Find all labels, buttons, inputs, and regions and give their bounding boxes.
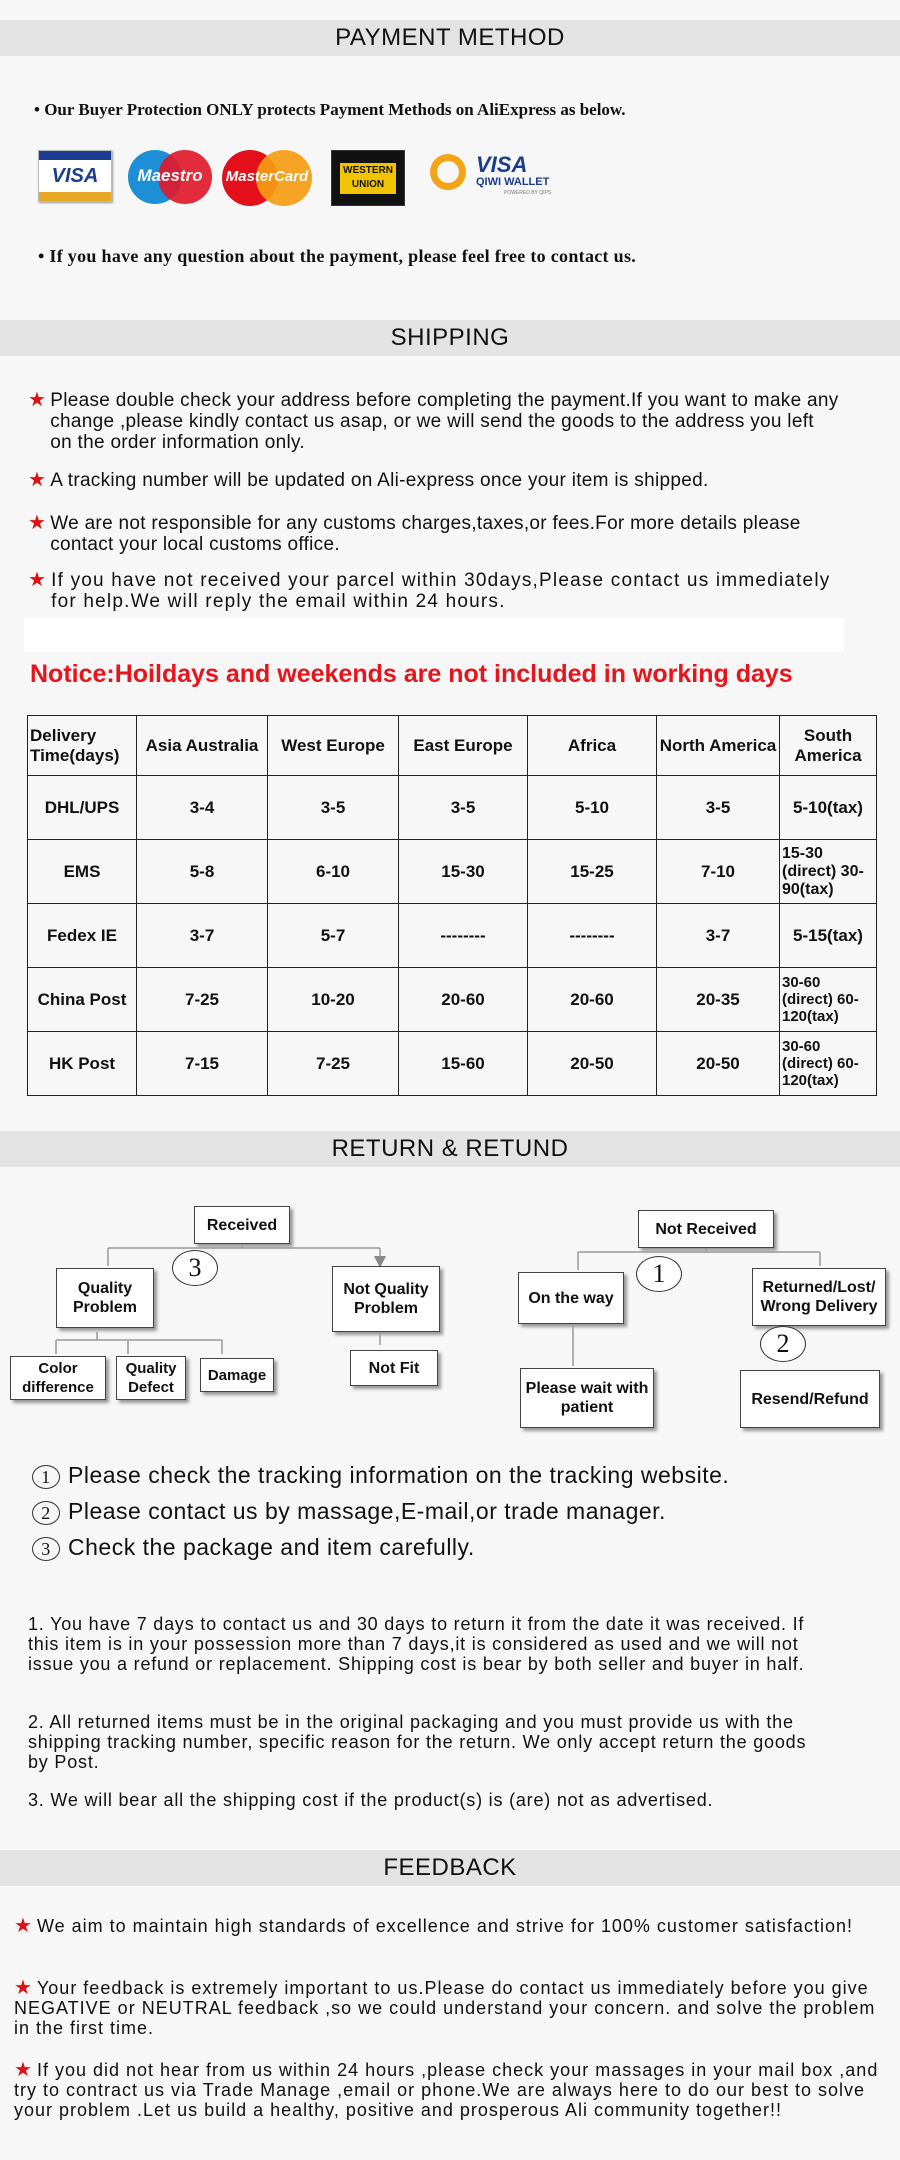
return-section-title: RETURN & RETUND [0, 1131, 900, 1167]
table-cell: -------- [399, 904, 528, 968]
shipping-item-2-text: A tracking number will be updated on Ali-express once your item is shipped. [50, 470, 709, 491]
table-cell: 30-60 (direct) 60-120(tax) [780, 1032, 877, 1096]
notice-working-days: Notice:Hoildays and weekends are not included in working days [30, 660, 793, 688]
table-cell: 7-25 [268, 1032, 399, 1096]
flow-number-1: 1 [636, 1256, 682, 1292]
feedback-section-title: FEEDBACK [0, 1850, 900, 1886]
table-cell: 5-7 [268, 904, 399, 968]
qiwi-visa-text: VISA [476, 152, 528, 177]
feedback-item-3-text: If you did not hear from us within 24 hours ,please check your massages in your mail box ,and try to contract us via Trade Manage ,email or phone.We are always here to do our best to solve your problem .Let us build a healthy, positive and prosperous Ali community together!! [14, 2060, 879, 2120]
mastercard-logo-text: MasterCard [225, 168, 309, 185]
table-cell: 5-10 [528, 776, 657, 840]
table-cell: 20-60 [399, 968, 528, 1032]
table-header-cell: East Europe [399, 716, 528, 776]
table-cell: 20-60 [528, 968, 657, 1032]
payment-note-protection: • Our Buyer Protection ONLY protects Payment Methods on AliExpress as below. [34, 100, 626, 119]
table-header-cell: North America [657, 716, 780, 776]
legend-item-3 [32, 1534, 475, 1561]
return-rule-3: 3. We will bear all the shipping cost if the product(s) is (are) not as advertised. [28, 1790, 714, 1810]
table-cell: 20-50 [657, 1032, 780, 1096]
feedback-item-2-text: Your feedback is extremely important to us.Please do contact us immediately before you give NEGATIVE or NEUTRAL feedback ,so we could understand your concern. and solve the problem in the first time. [14, 1978, 876, 2038]
payment-note-contact: • If you have any question about the payment, please feel free to contact us. [38, 246, 637, 266]
circled-number: 3 [32, 1537, 60, 1561]
table-cell: 20-35 [657, 968, 780, 1032]
flow-damage: Damage [200, 1358, 274, 1392]
table-cell: 5-15(tax) [780, 904, 877, 968]
star-icon: ★ [14, 1977, 33, 1999]
legend-item-1 [32, 1462, 729, 1489]
payment-section-title: PAYMENT METHOD [0, 20, 900, 56]
maestro-logo-text: Maestro [137, 166, 203, 185]
flow-on-the-way: On the way [518, 1272, 624, 1324]
star-icon: ★ [28, 389, 47, 411]
table-cell: 3-5 [657, 776, 780, 840]
table-header-cell: Africa [528, 716, 657, 776]
table-header-cell: Asia Australia [137, 716, 268, 776]
table-cell: 10-20 [268, 968, 399, 1032]
legend-text: Please check the tracking information on the tracking website. [68, 1462, 730, 1488]
flow-not-received: Not Received [638, 1210, 774, 1248]
shipping-section-title: SHIPPING [0, 320, 900, 356]
table-cell: 3-7 [657, 904, 780, 968]
feedback-item-1 [14, 1916, 886, 1936]
table-cell: -------- [528, 904, 657, 968]
shipping-item-4-text: If you have not received your parcel within 30days,Please contact us immediately for help.We will reply the email within 24 hours. [51, 570, 831, 612]
flow-quality-problem: Quality Problem [56, 1268, 154, 1328]
star-icon: ★ [14, 2059, 33, 2081]
table-cell: 7-15 [137, 1032, 268, 1096]
flow-number-2: 2 [760, 1326, 806, 1362]
table-cell: 15-30 (direct) 30-90(tax) [780, 840, 877, 904]
table-header-cell: West Europe [268, 716, 399, 776]
table-header-cell: Delivery Time(days) [28, 716, 137, 776]
table-cell: 5-8 [137, 840, 268, 904]
table-cell: EMS [28, 840, 137, 904]
shipping-item-3-text: We are not responsible for any customs charges,taxes,or fees.For more details please contact your local customs office. [50, 513, 801, 555]
flow-not-quality-problem: Not Quality Problem [332, 1266, 440, 1332]
legend-text: Please contact us by massage,E-mail,or trade manager. [68, 1498, 666, 1524]
table-cell: 3-4 [137, 776, 268, 840]
feedback-item-1-text: We aim to maintain high standards of excellence and strive for 100% customer satisfaction! [36, 1916, 853, 1936]
flow-received: Received [194, 1206, 290, 1244]
flow-not-fit: Not Fit [350, 1350, 438, 1386]
circled-number: 1 [32, 1465, 60, 1489]
table-cell: 5-10(tax) [780, 776, 877, 840]
return-rule-1: 1. You have 7 days to contact us and 30 days to return it from the date it was received. If this item is in your possession more than 7 days,it is considered as used and we will not issue you a refund or replacement. Shipping cost is bear by both seller and buyer in half. [28, 1614, 805, 1674]
feedback-item-2 [14, 1978, 886, 2038]
star-icon: ★ [28, 569, 48, 591]
table-cell: 7-25 [137, 968, 268, 1032]
return-rule-2: 2. All returned items must be in the original packaging and you must provide us with the shipping tracking number, specific reason for the return. We only accept return the goods by Post. [28, 1712, 807, 1772]
table-cell: Fedex IE [28, 904, 137, 968]
flow-number-3: 3 [172, 1250, 218, 1286]
table-cell: 6-10 [268, 840, 399, 904]
flow-returned-lost: Returned/Lost/ Wrong Delivery [752, 1268, 886, 1326]
table-cell: DHL/UPS [28, 776, 137, 840]
star-icon: ★ [28, 469, 47, 491]
table-cell: 30-60 (direct) 60-120(tax) [780, 968, 877, 1032]
flow-resend-refund: Resend/Refund [740, 1370, 880, 1428]
feedback-item-3 [14, 2060, 886, 2120]
table-cell: China Post [28, 968, 137, 1032]
legend-item-2 [32, 1498, 666, 1525]
table-cell: 15-25 [528, 840, 657, 904]
table-cell: 15-30 [399, 840, 528, 904]
qiwi-small-text: POWERED BY QIPS [504, 190, 552, 196]
table-cell: HK Post [28, 1032, 137, 1096]
table-cell: 15-60 [399, 1032, 528, 1096]
flow-please-wait: Please wait with patient [520, 1368, 654, 1428]
star-icon: ★ [14, 1915, 33, 1937]
qiwi-wallet-text: QIWI WALLET [476, 176, 550, 188]
table-header-cell: South America [780, 716, 877, 776]
legend-text: Check the package and item carefully. [68, 1534, 475, 1560]
table-cell: 3-7 [137, 904, 268, 968]
table-cell: 20-50 [528, 1032, 657, 1096]
table-cell: 3-5 [268, 776, 399, 840]
western-union-line2: UNION [351, 179, 385, 190]
table-cell: 7-10 [657, 840, 780, 904]
shipping-item-1-text: Please double check your address before completing the payment.If you want to make any change ,please kindly contact us asap, or we will send the goods to the address you left on the order information only. [50, 390, 839, 453]
circled-number: 2 [32, 1501, 60, 1525]
flow-color-difference: Color difference [10, 1356, 106, 1400]
table-cell: 3-5 [399, 776, 528, 840]
flow-quality-defect: Quality Defect [116, 1356, 186, 1400]
star-icon: ★ [28, 512, 47, 534]
western-union-line1: WESTERN [343, 165, 393, 176]
visa-logo-text: VISA [51, 165, 99, 187]
